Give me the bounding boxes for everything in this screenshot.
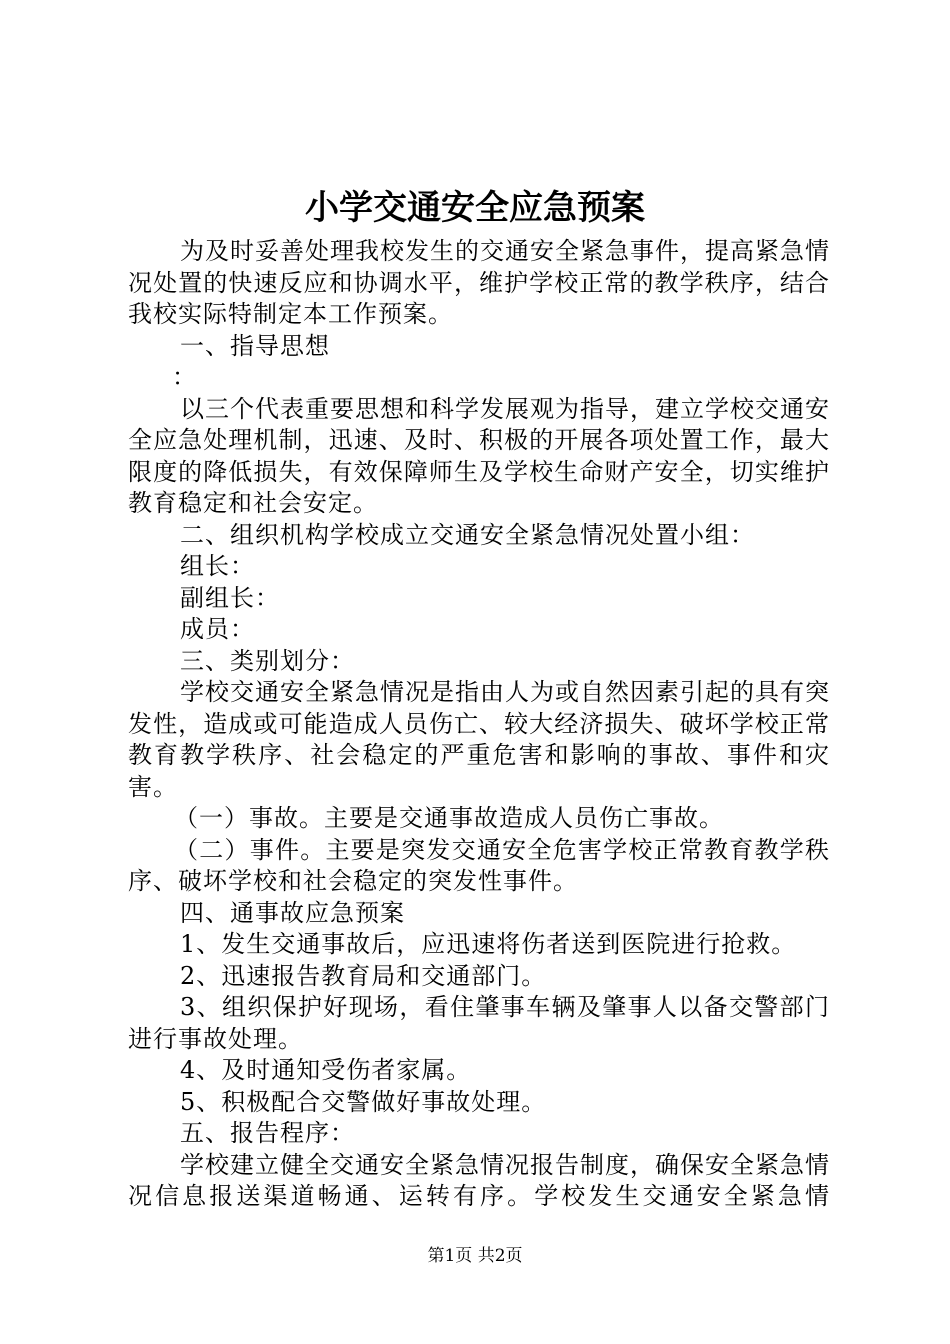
list-item-1: 1、发生交通事故后，应迅速将伤者送到医院进行抢救。 bbox=[180, 930, 797, 958]
paragraph-incident: （二）事件。主要是突发交通安全危害学校正常教育教学秩序、破坏学校和社会稳定的突发性事件。 bbox=[128, 835, 830, 895]
list-item-2: 2、迅速报告教育局和交通部门。 bbox=[180, 961, 547, 990]
paragraph-deputy-leader: 副组长： bbox=[180, 583, 280, 612]
list-item-5: 5、积极配合交警做好事故处理。 bbox=[180, 1087, 547, 1116]
heading-reporting: 五、报告程序： bbox=[180, 1119, 355, 1147]
paragraph-accident: （一）事故。主要是交通事故造成人员伤亡事故。 bbox=[174, 804, 724, 832]
page-footer: 第1页 共2页 bbox=[427, 1246, 523, 1266]
heading-organization: 二、组织机构学校成立交通安全紧急情况处置小组： bbox=[180, 520, 755, 549]
heading-guiding-thought: 一、指导思想 bbox=[180, 331, 330, 360]
list-item-3: 3、组织保护好现场，看住肇事车辆及肇事人以备交警部门进行事故处理。 bbox=[128, 993, 830, 1053]
heading-categories: 三、类别划分： bbox=[180, 646, 355, 675]
document-body bbox=[128, 236, 830, 1213]
heading-emergency-plan: 四、通事故应急预案 bbox=[180, 898, 405, 927]
document-title: 小学交通安全应急预案 bbox=[305, 188, 645, 228]
paragraph-guiding-thought: 以三个代表重要思想和科学发展观为指导，建立学校交通安全应急处理机制，迅速、及时、积极的开展各项处置工作，最大限度的降低损失，有效保障师生及学校生命财产安全，切实维护教育稳定和社会安定。 bbox=[128, 394, 830, 517]
paragraph-intro: 为及时妥善处理我校发生的交通安全紧急事件，提高紧急情况处置的快速反应和协调水平，维护学校正常的教学秩序，结合我校实际特制定本工作预案。 bbox=[128, 237, 830, 328]
paragraph-categories: 学校交通安全紧急情况是指由人为或自然因素引起的具有突发性，造成或可能造成人员伤亡、较大经济损失、破坏学校正常教育教学秩序、社会稳定的严重危害和影响的事故、事件和灾害。 bbox=[128, 678, 830, 801]
paragraph-reporting: 学校建立健全交通安全紧急情况报告制度，确保安全紧急情况信息报送渠道畅通、运转有序。学校发生交通安全紧急情 bbox=[128, 1150, 830, 1210]
list-item-4: 4、及时通知受伤者家属。 bbox=[180, 1056, 472, 1084]
paragraph-leader: 组长： bbox=[180, 552, 255, 580]
paragraph-members: 成员： bbox=[180, 615, 255, 643]
paragraph-colon: ： bbox=[172, 363, 197, 391]
